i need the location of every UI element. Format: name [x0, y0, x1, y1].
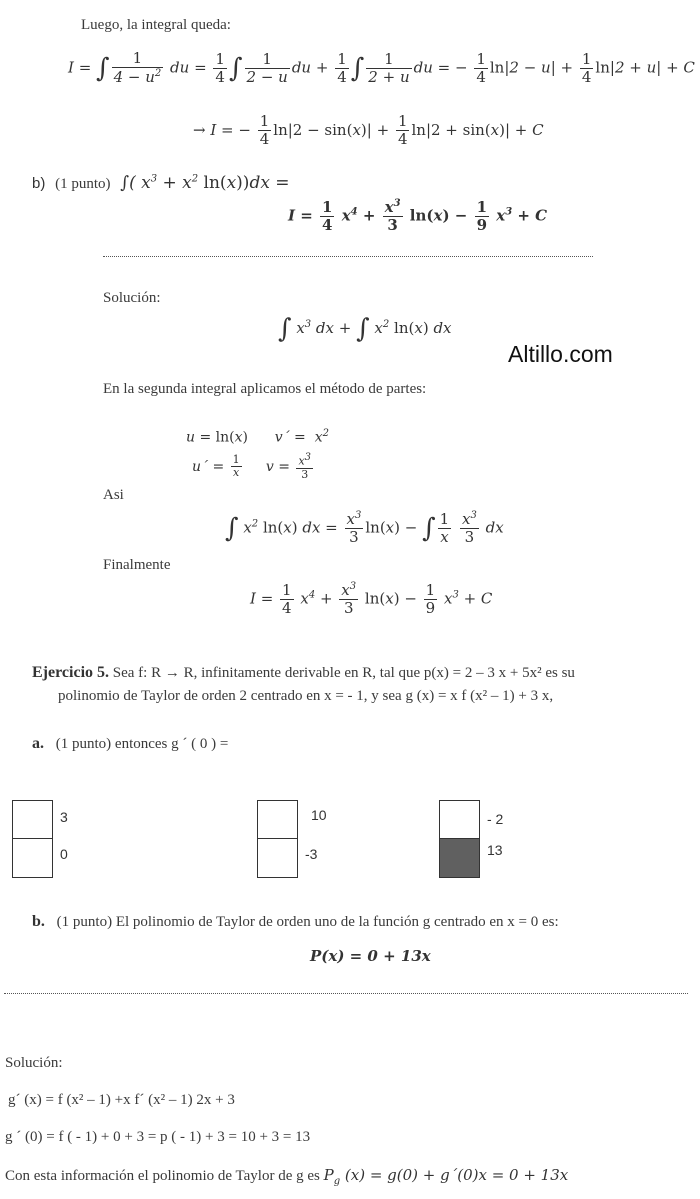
option-2-bottom-checkbox[interactable] — [257, 838, 298, 878]
watermark-altillo: Altillo.com — [508, 341, 613, 367]
solution-2-line2: g ´ (0) = f ( - 1) + 0 + 3 = p ( - 1) + 3 = 10 + 3 = 13 — [5, 1129, 311, 1145]
parts-uprime-v: u´ = $\frac{1}{x}$ v = $\frac{x^3}{3}$ — [192, 452, 312, 482]
ejercicio5-statement-line2: polinomio de Taylor de orden 2 centrado en x = - 1, y sea g (x) = x f (x² – 1) + 3 x, — [58, 688, 554, 704]
question-a-label: a. — [32, 735, 44, 752]
solution-2-line3: Con esta información el polinomio de Taylor de g es $P_g$ (x) = g(0) + g´(0)x = 0 + 13x — [5, 1166, 569, 1187]
option-3-top-checkbox[interactable] — [439, 800, 480, 839]
option-2-top-label: 10 — [311, 807, 327, 823]
option-1-top-checkbox[interactable] — [12, 800, 53, 839]
option-3-bottom-label: 13 — [487, 842, 503, 858]
option-3-top-label: - 2 — [487, 811, 504, 827]
part-b-integral: ∫( $x^3 + x^2$ ln(x))dx = — [120, 173, 290, 193]
asi-text: Asi — [103, 487, 124, 503]
option-1-bottom-checkbox[interactable] — [12, 838, 53, 878]
equation-split-integrals: ∫ $x^3$ dx + ∫ $x^2$ ln(x) dx — [278, 314, 452, 344]
part-b-header — [32, 173, 290, 193]
option-3-bottom-checkbox-selected[interactable] — [439, 838, 480, 878]
solution-title: Solución: — [103, 290, 161, 306]
question-b-text: (1 punto) El polinomio de Taylor de orden uno de la función g centrado en x = 0 es: — [56, 914, 559, 930]
part-b-result: I = $\frac{1}{4}$ $x^4$ + $\frac{x^3}{3}$ ln(x) − $\frac{1}{9}$ $x^3 + C$ — [288, 197, 548, 235]
question-b — [32, 913, 559, 931]
equation-integral-partial-fractions: I = ∫ $\frac{1}{4 - u^2}$ du = $\frac{1}{4}$ ∫ $\frac{1}{2 - u}$ du + $\frac{1}{4}$ ∫ $\frac{1}{2 + u}$ du = − $\frac{1}{4}$ ln|2 − u| + $\frac{1}{4}$ ln|2 + u| + C — [68, 49, 695, 87]
finalmente-text: Finalmente — [103, 557, 171, 573]
equation-final-result: I = $\frac{1}{4}$ $x^4$ + $\frac{x^3}{3}$ ln(x) − $\frac{1}{9}$ $x^3 + C$ — [250, 580, 493, 618]
question-b-label: b. — [32, 913, 45, 930]
dotted-separator-2 — [4, 993, 688, 994]
by-parts-text: En la segunda integral aplicamos el método de partes: — [103, 381, 427, 397]
intro-text: Luego, la integral queda: — [81, 17, 231, 33]
question-a — [32, 735, 228, 753]
solution-2-title: Solución: — [5, 1055, 63, 1071]
part-b-result-lhs: I = — [288, 206, 313, 225]
question-a-text: (1 punto) entonces g ´ ( 0 ) = — [55, 736, 229, 752]
ejercicio5-title: Ejercicio 5. — [32, 664, 110, 681]
solution-2-line3-prefix: Con esta información el polinomio de Taylor de g es — [5, 1168, 320, 1184]
solution-2-line3-math: (x) = g(0) + g´(0)x = 0 + 13x — [344, 1166, 569, 1184]
equation-by-parts: ∫ $x^2$ ln(x) dx = $\frac{x^3}{3}$ ln(x) − ∫ $\frac{1}{x}$ $\frac{x^3}{3}$ dx — [225, 509, 504, 547]
ejercicio5-statement-line1 — [32, 664, 575, 682]
eq1-lhs: I = — [68, 58, 92, 77]
equation-substituted-result: → I = − $\frac{1}{4}$ ln|2 − sin(x)| + $\frac{1}{4}$ ln|2 + sin(x)| + C — [193, 112, 544, 149]
option-1-top-label: 3 — [60, 809, 68, 825]
ejercicio5-line1-text: Sea f: R → R, infinitamente derivable en R, tal que p(x) = 2 – 3 x + 5x² es su — [112, 665, 575, 681]
option-2-top-checkbox[interactable] — [257, 800, 298, 839]
option-2-bottom-label: -3 — [305, 846, 318, 862]
part-b-points: (1 punto) — [55, 176, 111, 192]
option-1-bottom-label: 0 — [60, 846, 68, 862]
part-b-label: b) — [32, 175, 46, 192]
parts-u-vprime: u = ln(x) v´ = $x^2$ — [186, 428, 329, 446]
question-b-answer: P(x) = 0 + 13x — [310, 947, 431, 965]
eq2-lhs: → I = − — [193, 120, 251, 139]
dotted-separator — [103, 256, 593, 257]
solution-2-line1: g´ (x) = f (x² – 1) +x f´ (x² – 1) 2x + 3 — [8, 1092, 235, 1108]
